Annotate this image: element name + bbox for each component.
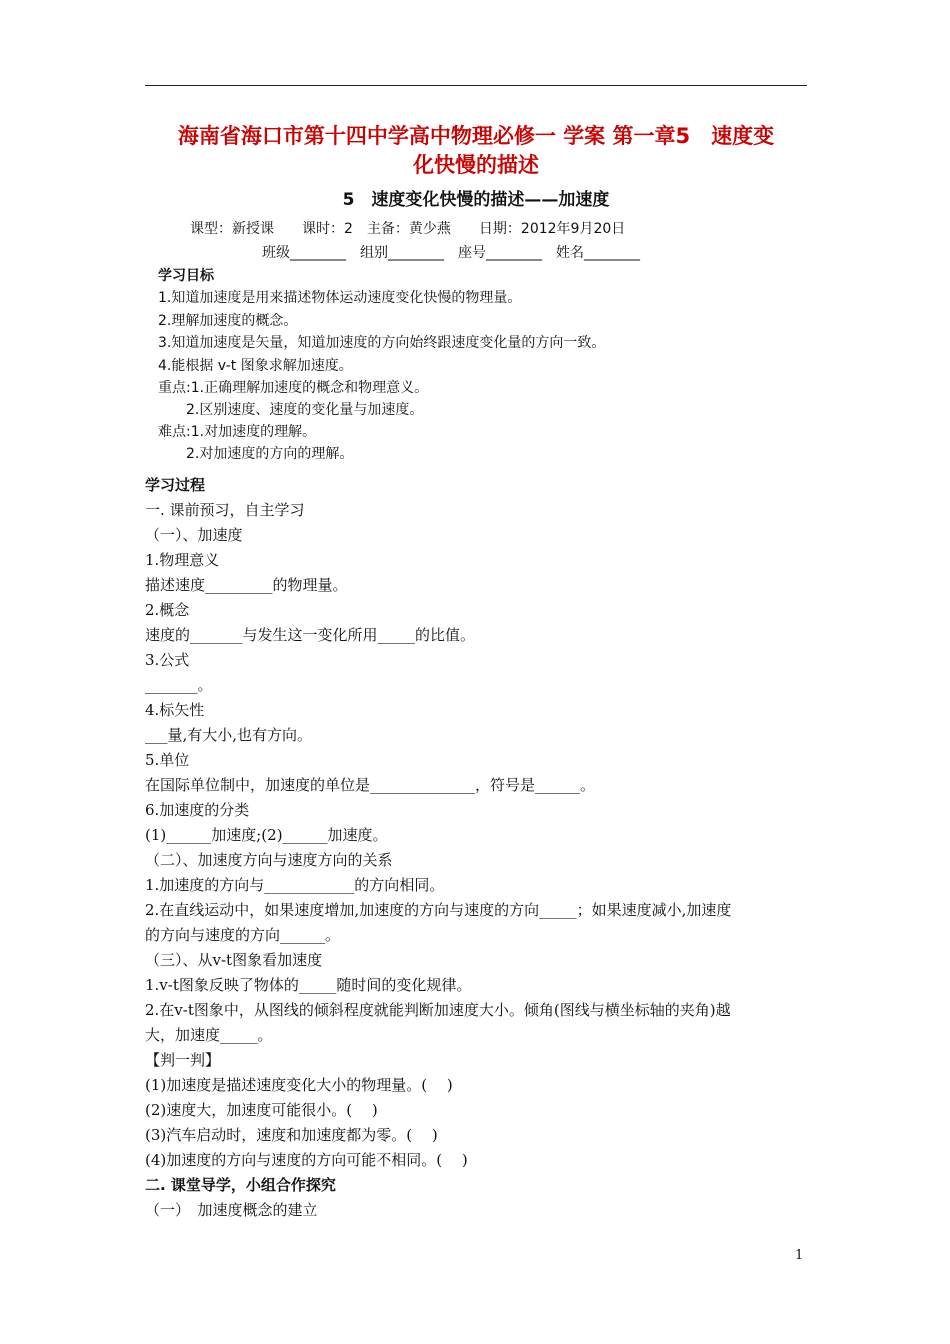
fill-blank-line: ___量,有大小,也有方向。	[145, 726, 313, 744]
objective-item: 3.知道加速度是矢量，知道加速度的方向始终跟速度变化量的方向一致。	[158, 335, 606, 351]
objective-item: 2.理解加速度的概念。	[158, 313, 298, 329]
process-heading: 学习过程	[145, 476, 206, 494]
section2-subheading: （一） 加速度概念的建立	[145, 1201, 318, 1219]
text-line: （一）、加速度	[145, 526, 243, 544]
text-line: （三）、从v-t图象看加速度	[145, 951, 323, 969]
text-line: 2.概念	[145, 601, 190, 619]
page-number: 1	[795, 1248, 804, 1263]
fill-blank-line: 大，加速度_____。	[145, 1026, 273, 1044]
fill-blank-line: 2.在v-t图象中，从图线的倾斜程度就能判断加速度大小。倾角(图线与横坐标轴的夹角)越	[145, 1001, 731, 1019]
lesson-meta: 课型：新授课 课时：2 主备：黄少燕 日期：2012年9月20日	[190, 221, 626, 237]
text-line: （二）、加速度方向与速度方向的关系	[145, 851, 393, 869]
fill-blank-line: (1)______加速度;(2)______加速度。	[145, 826, 388, 844]
fill-blank-line: 的方向与速度的方向______。	[145, 926, 341, 944]
text-line: 3.公式	[145, 651, 190, 669]
title-line-2: 化快慢的描述	[413, 153, 539, 177]
text-line: 6.加速度的分类	[145, 801, 250, 819]
fill-blank-line: 描述速度_________的物理量。	[145, 576, 348, 594]
title-line-1: 海南省海口市第十四中学高中物理必修一 学案 第一章5 速度变	[177, 124, 775, 148]
fill-blank-line: 在国际单位制中，加速度的单位是______________，符号是______。	[145, 776, 596, 794]
fill-blank-line: _______。	[145, 676, 213, 694]
key-point: 2.区别速度、速度的变化量与加速度。	[158, 402, 424, 418]
text-line: 【判一判】	[145, 1051, 221, 1069]
text-line: 一. 课前预习，自主学习	[145, 501, 305, 519]
section2-heading: 二. 课堂导学，小组合作探究	[145, 1176, 336, 1194]
judge-item: (3)汽车启动时，速度和加速度都为零。( )	[145, 1126, 438, 1144]
objective-item: 4.能根据 v-t 图象求解加速度。	[158, 358, 353, 374]
objective-item: 1.知道加速度是用来描述物体运动速度变化快慢的物理量。	[158, 290, 522, 306]
difficulty-point: 2.对加速度的方向的理解。	[158, 446, 354, 462]
fill-blank-line: 速度的_______与发生这一变化所用_____的比值。	[145, 626, 476, 644]
fill-blank-line: 1.v-t图象反映了物体的_____随时间的变化规律。	[145, 976, 472, 994]
fill-blank-line: 2.在直线运动中，如果速度增加,加速度的方向与速度的方向_____；如果速度减小,加速度	[145, 901, 732, 919]
judge-item: (2)速度大，加速度可能很小。( )	[145, 1101, 378, 1119]
difficulty-point: 难点:1.对加速度的理解。	[158, 424, 317, 440]
page-title	[145, 122, 807, 180]
lesson-subtitle: 5 速度变化快慢的描述——加速度	[342, 190, 610, 210]
judge-item: (1)加速度是描述速度变化大小的物理量。( )	[145, 1076, 453, 1094]
key-point: 重点:1.正确理解加速度的概念和物理意义。	[158, 380, 429, 396]
text-line: 5.单位	[145, 751, 190, 769]
text-line: 1.物理意义	[145, 551, 220, 569]
judge-item: (4)加速度的方向与速度的方向可能不相同。( )	[145, 1151, 468, 1169]
fill-blank-line: 1.加速度的方向与____________的方向相同。	[145, 876, 445, 894]
objectives-heading: 学习目标	[158, 268, 214, 284]
text-line: 4.标矢性	[145, 701, 205, 719]
header-rule	[145, 85, 807, 86]
student-info: 班级________ 组别________ 座号________ 姓名________	[262, 245, 640, 261]
